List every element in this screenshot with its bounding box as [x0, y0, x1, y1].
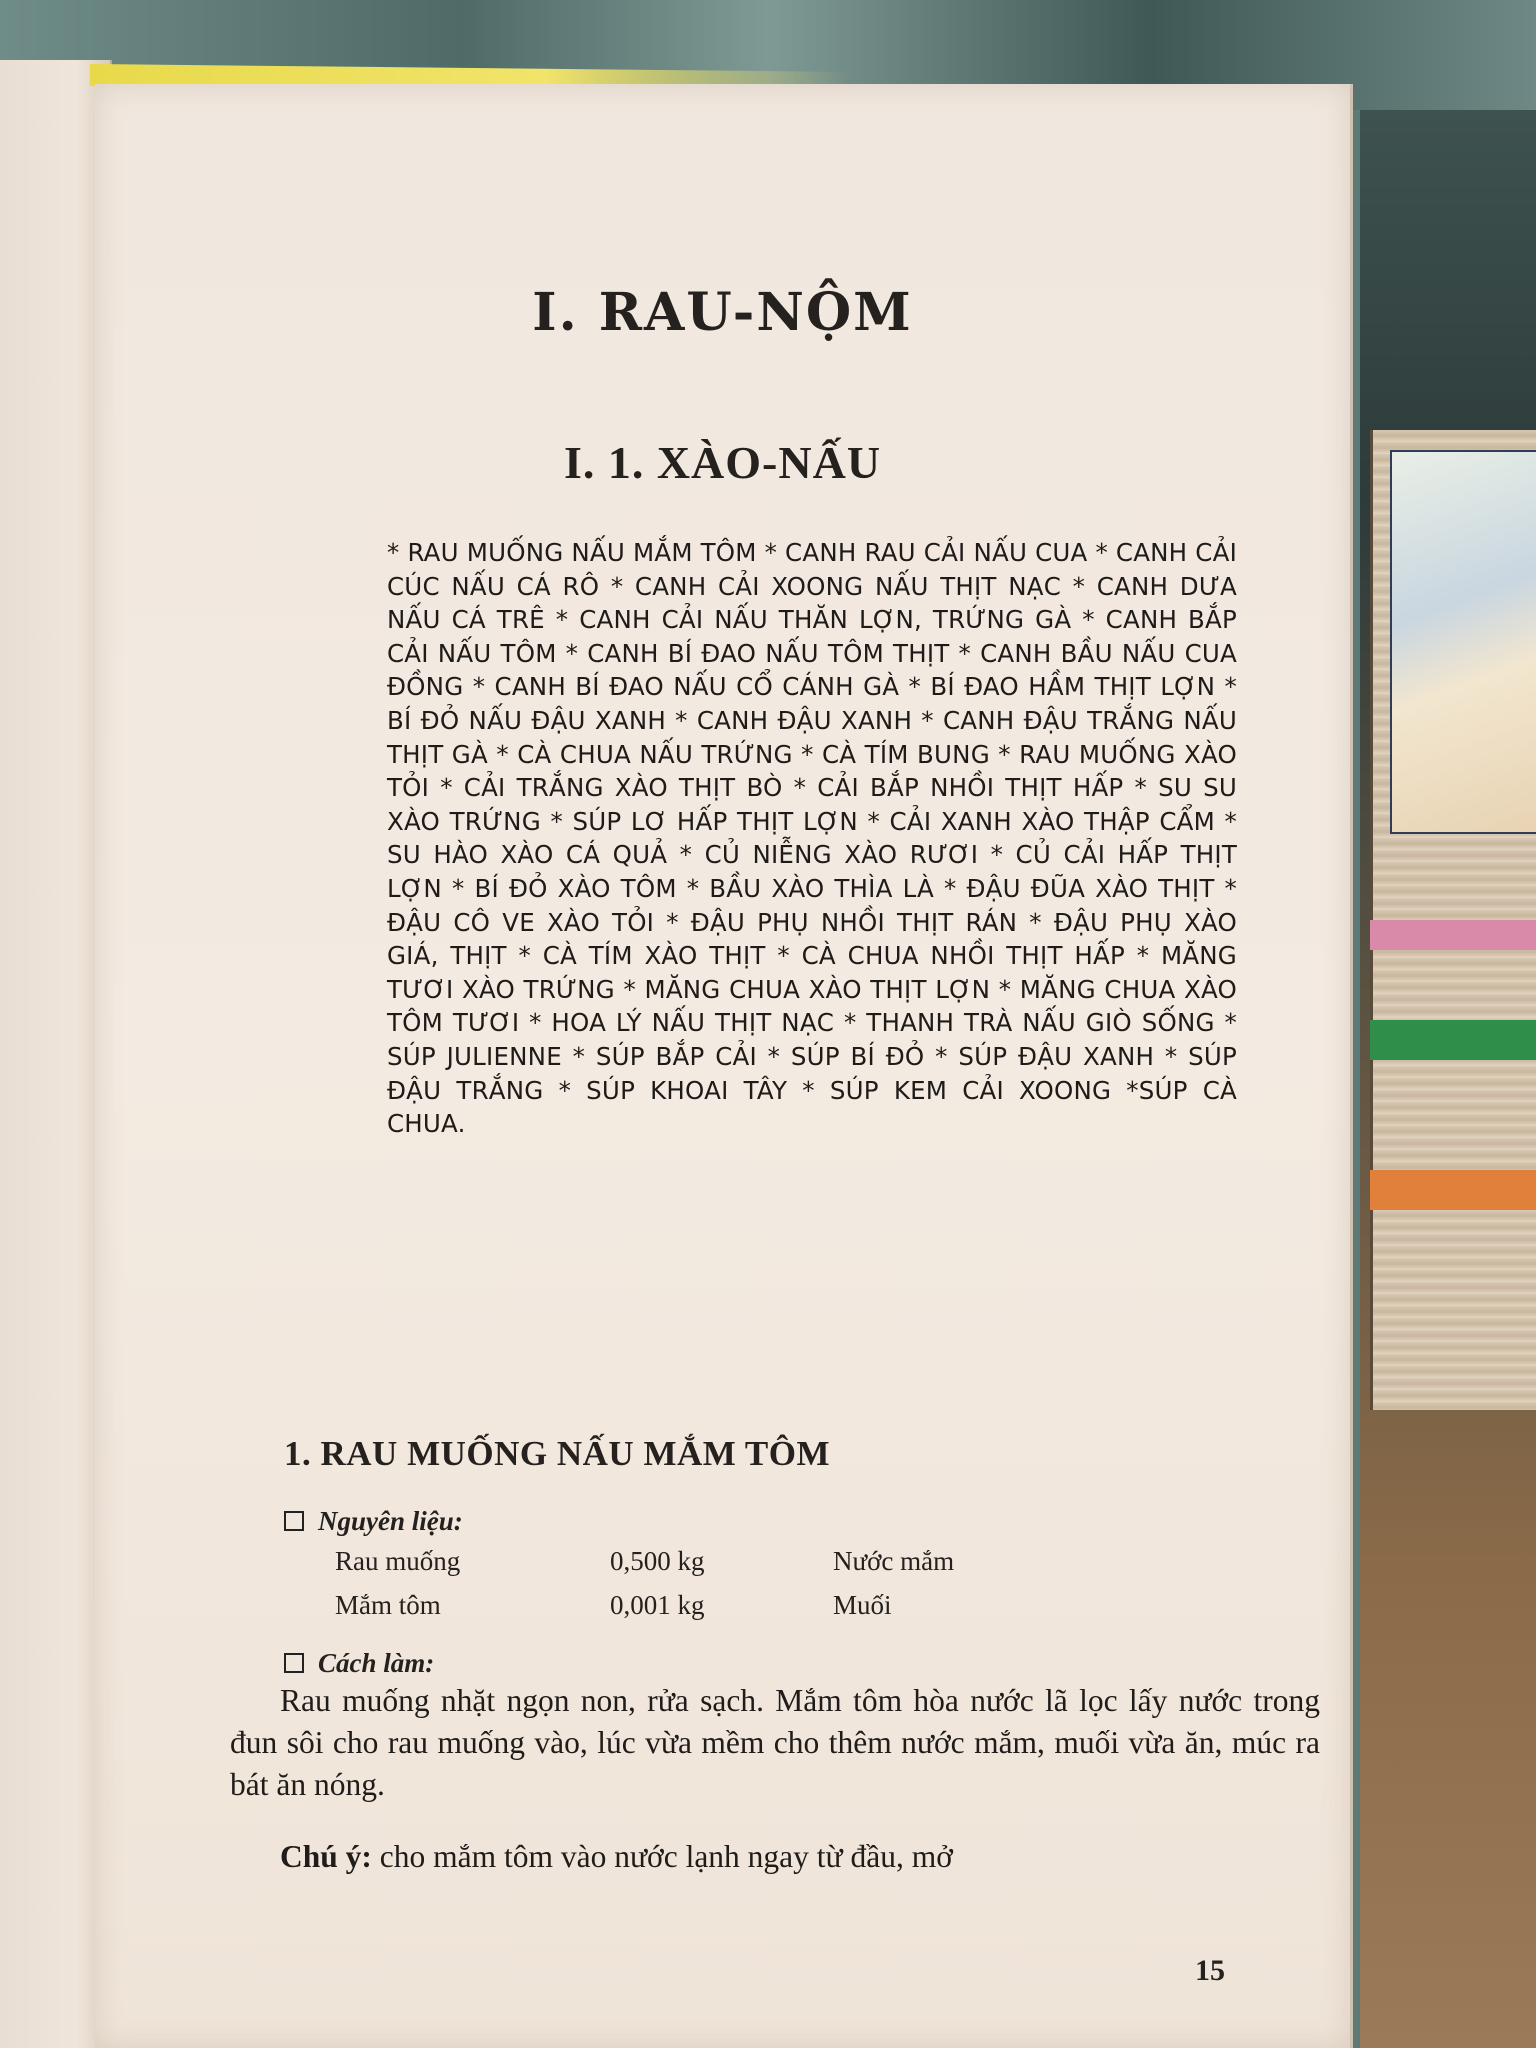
ingredient-name: Mắm tôm [335, 1590, 441, 1620]
ingredient-amount: 0,001 kg [610, 1590, 705, 1620]
book-spine [1370, 1020, 1536, 1060]
note-paragraph [230, 1836, 1320, 1878]
note-text: cho mắm tôm vào nước lạnh ngay từ đầu, mở [371, 1839, 953, 1874]
book-spine [1370, 920, 1536, 950]
recipe-title: 1. RAU MUỐNG NẤU MẮM TÔM [284, 1434, 831, 1473]
ingredients-label: Nguyên liệu: [318, 1506, 463, 1536]
method-subheading [284, 1648, 434, 1679]
book-spine [1370, 1170, 1536, 1210]
ingredient-extra: Muối [833, 1590, 892, 1620]
checkbox-icon [284, 1511, 304, 1531]
checkbox-icon [284, 1653, 304, 1673]
book-page [95, 84, 1353, 2048]
method-label: Cách làm: [318, 1648, 435, 1678]
ingredient-name: Rau muống [335, 1546, 461, 1576]
dish-list-summary: * RAU MUỐNG NẤU MẮM TÔM * CANH RAU CẢI NẤU CUA * CANH CẢI CÚC NẤU CÁ RÔ * CANH CẢI XOONG NẤU THỊT NẠC * CANH DƯA NẤU CÁ TRÊ * CANH CẢI NẤU THĂN LỢN, TRỨNG GÀ * CANH BẮP CẢI NẤU TÔM * CANH BÍ ĐAO NẤU TÔM THỊT * CANH BẦU NẤU CUA ĐỒNG * CANH BÍ ĐAO NẤU CỔ CÁNH GÀ * BÍ ĐAO HẦM THỊT LỢN * BÍ ĐỎ NẤU ĐẬU XANH * CANH ĐẬU XANH * CANH ĐẬU TRẮNG NẤU THỊT GÀ * CÀ CHUA NẤU TRỨNG * CÀ TÍM BUNG * RAU MUỐNG XÀO TỎI * CẢI TRẮNG XÀO THỊT BÒ * CẢI BẮP NHỒI THỊT HẤP * SU SU XÀO TRỨNG * SÚP LƠ HẤP THỊT LỢN * CẢI XANH XÀO THẬP CẨM * SU HÀO XÀO CÁ QUẢ * CỦ NIỄNG XÀO RƯƠI * CỦ CẢI HẤP THỊT LỢN * BÍ ĐỎ XÀO TÔM * BẦU XÀO THÌA LÀ * ĐẬU ĐŨA XÀO THỊT * ĐẬU CÔ VE XÀO TỎI * ĐẬU PHỤ NHỒI THỊT RÁN * ĐẬU PHỤ XÀO GIÁ, THỊT * CÀ TÍM XÀO THỊT * CÀ CHUA NHỒI THỊT HẤP * MĂNG TƯƠI XÀO TRỨNG * MĂNG CHUA XÀO THỊT LỢN * MĂNG CHUA XÀO TÔM TƯƠI * HOA LÝ NẤU THỊT NẠC * THANH TRÀ NẤU GIÒ SỐNG * SÚP JULIENNE * SÚP BẮP CẢI * SÚP BÍ ĐỎ * SÚP ĐẬU XANH * SÚP ĐẬU TRẮNG * SÚP KHOAI TÂY * SÚP KEM CẢI XOONG *SÚP CÀ CHUA. [387, 538, 1237, 1139]
ingredient-extra: Nước mắm [833, 1546, 955, 1576]
note-label: Chú ý: [280, 1839, 372, 1874]
ingredient-row [95, 1590, 1350, 1630]
ingredient-amount: 0,500 kg [610, 1546, 705, 1576]
chapter-heading: I. RAU-NỘM [532, 282, 913, 343]
ingredient-row [95, 1546, 1350, 1586]
ingredients-subheading [284, 1506, 463, 1537]
section-heading: I. 1. XÀO-NẤU [563, 437, 882, 488]
book-cover-illustration [1390, 450, 1536, 834]
page-number: 15 [1195, 1954, 1225, 1987]
method-paragraph: Rau muống nhặt ngọn non, rửa sạch. Mắm tôm hòa nước lã lọc lấy nước trong đun sôi cho rau muống vào, lúc vừa mềm cho thêm nước mắm, muối vừa ăn, múc ra bát ăn nóng. [230, 1683, 1320, 1802]
